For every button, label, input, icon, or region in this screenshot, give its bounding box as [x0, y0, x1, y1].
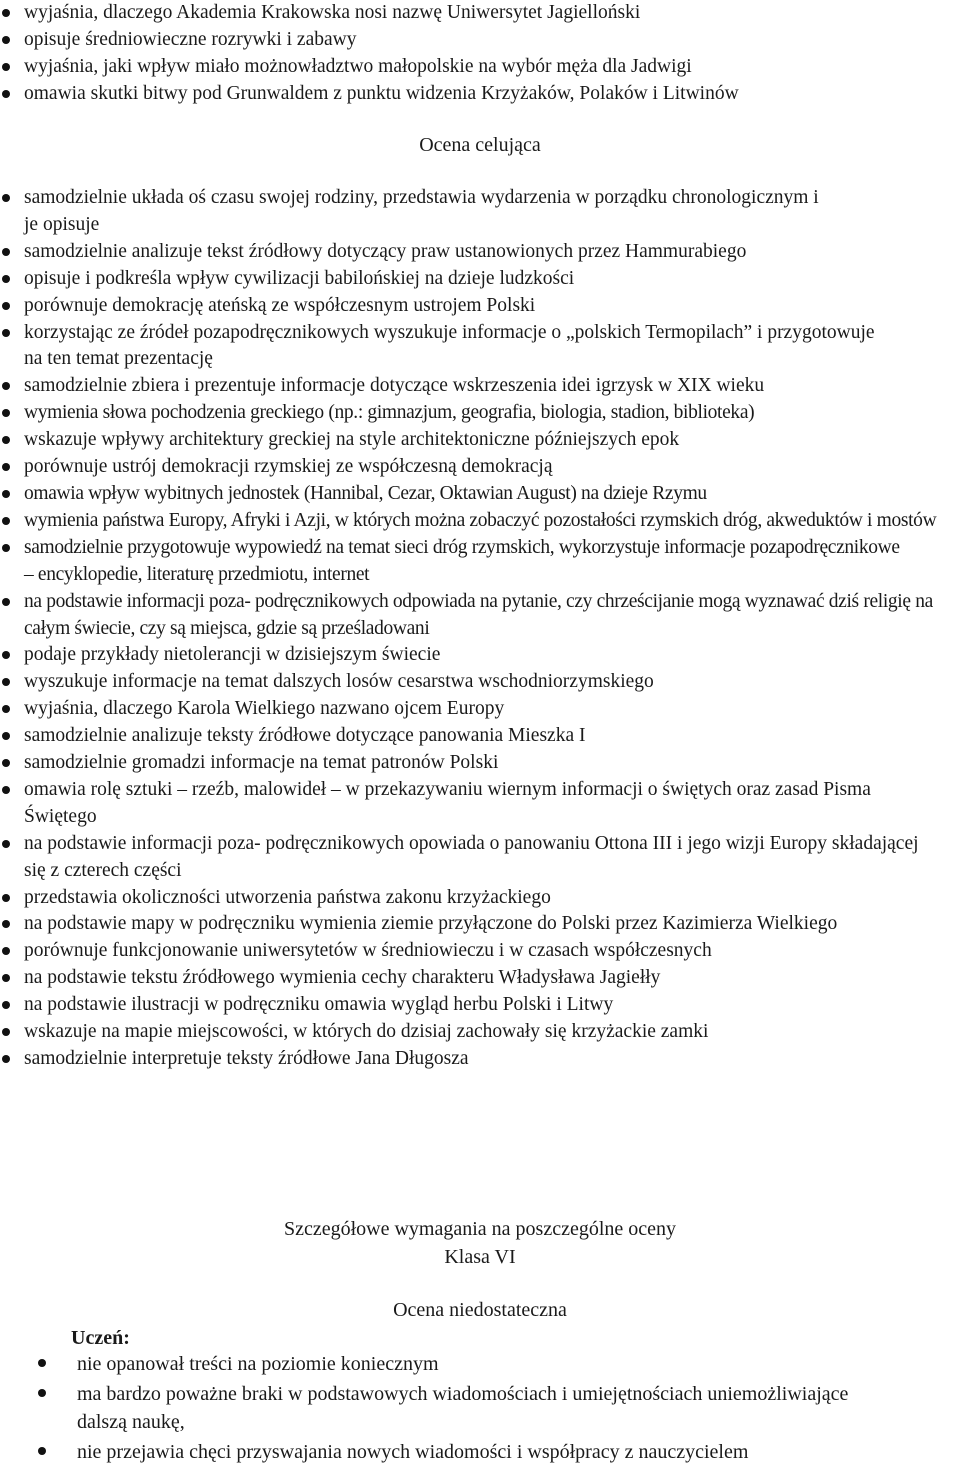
list-item: porównuje funkcjonowanie uniwersytetów w średniowieczu i w czasach współczesnych	[0, 938, 960, 965]
list-item: wyszukuje informacje na temat dalszych losów cesarstwa wschodniorzymskiego	[0, 669, 960, 696]
list-item: na podstawie mapy w podręczniku wymienia ziemie przyłączone do Polski przez Kazimierza Wielkiego	[0, 911, 960, 938]
list-item: wyjaśnia, dlaczego Karola Wielkiego nazwano ojcem Europy	[0, 696, 960, 723]
uczen-label: Uczeń:	[71, 1327, 130, 1349]
list-item: wymienia słowa pochodzenia greckiego (np.: gimnazjum, geografia, biologia, stadion, biblioteka)	[0, 400, 960, 427]
list-item: nie przejawia chęci przyswajania nowych wiadomości i współpracy z nauczycielem	[0, 1438, 960, 1466]
section-title: Szczegółowe wymagania na poszczególne oceny	[283, 1218, 677, 1240]
list-item: na podstawie informacji poza- podręcznikowych opowiada o panowaniu Ottona III i jego wizji Europy składającej się z czterech części	[0, 831, 960, 885]
list-item: ma bardzo poważne braki w podstawowych wiadomościach i umiejętnościach uniemożliwiające dalszą naukę,	[0, 1380, 960, 1436]
list-item: samodzielnie analizuje tekst źródłowy dotyczący praw ustanowionych przez Hammurabiego	[0, 239, 960, 266]
list-item: omawia wpływ wybitnych jednostek (Hannibal, Cezar, Oktawian August) na dzieje Rzymu	[0, 481, 960, 508]
list-item: podaje przykłady nietolerancji w dzisiejszym świecie	[0, 642, 960, 669]
list-item: samodzielnie interpretuje teksty źródłowe Jana Długosza	[0, 1046, 960, 1073]
list-item: korzystając ze źródeł pozapodręcznikowych wyszukuje informacje o „polskich Termopilach” i przygotowuje na ten temat prezentację	[0, 320, 960, 374]
list-item: omawia rolę sztuki – rzeźb, malowideł – w przekazywaniu wiernym informacji o świętych oraz zasad Pisma Świętego	[0, 777, 960, 831]
list-item: wymienia państwa Europy, Afryki i Azji, w których można zobaczyć pozostałości rzymskich dróg, akweduktów i mostów	[0, 508, 960, 535]
list-niedostateczna	[0, 1350, 960, 1466]
list-item: na podstawie informacji poza- podręcznikowych odpowiada na pytanie, czy chrześcijanie mogą wyznawać dziś religię na całym świecie, czy są miejsca, gdzie są prześladowani	[0, 589, 960, 643]
list-item: samodzielnie układa oś czasu swojej rodziny, przedstawia wydarzenia w porządku chronologicznym i je opisuje	[0, 185, 960, 239]
heading-ocena-celujaca: Ocena celująca	[419, 134, 541, 156]
list-item: wskazuje na mapie miejscowości, w których do dzisiaj zachowały się krzyżackie zamki	[0, 1019, 960, 1046]
list-item: wyjaśnia, jaki wpływ miało możnowładztwo małopolskie na wybór męża dla Jadwigi	[0, 54, 960, 81]
list-item: samodzielnie przygotowuje wypowiedź na temat sieci dróg rzymskich, wykorzystuje informacje pozapodręcznikowe – encyklopedie, literaturę przedmiotu, internet	[0, 535, 960, 589]
list-item: nie opanował treści na poziomie koniecznym	[0, 1350, 960, 1378]
list-item: na podstawie ilustracji w podręczniku omawia wygląd herbu Polski i Litwy	[0, 992, 960, 1019]
list-item: samodzielnie analizuje teksty źródłowe dotyczące panowania Mieszka I	[0, 723, 960, 750]
list-item: samodzielnie gromadzi informacje na temat patronów Polski	[0, 750, 960, 777]
list-item: porównuje demokrację ateńską ze współczesnym ustrojem Polski	[0, 293, 960, 320]
list-top	[0, 0, 960, 108]
list-item: samodzielnie zbiera i prezentuje informacje dotyczące wskrzeszenia idei igrzysk w XIX wieku	[0, 373, 960, 400]
list-celujaca	[0, 185, 960, 1073]
list-item: opisuje średniowieczne rozrywki i zabawy	[0, 27, 960, 54]
list-item: porównuje ustrój demokracji rzymskiej ze współczesną demokracją	[0, 454, 960, 481]
heading-ocena-niedostateczna: Ocena niedostateczna	[393, 1299, 567, 1321]
list-item: omawia skutki bitwy pod Grunwaldem z punktu widzenia Krzyżaków, Polaków i Litwinów	[0, 81, 960, 108]
class-label: Klasa VI	[444, 1246, 516, 1268]
list-item: na podstawie tekstu źródłowego wymienia cechy charakteru Władysława Jagiełły	[0, 965, 960, 992]
list-item: opisuje i podkreśla wpływ cywilizacji babilońskiej na dzieje ludzkości	[0, 266, 960, 293]
list-item: wskazuje wpływy architektury greckiej na style architektoniczne późniejszych epok	[0, 427, 960, 454]
list-item: wyjaśnia, dlaczego Akademia Krakowska nosi nazwę Uniwersytet Jagielloński	[0, 0, 960, 27]
list-item: przedstawia okoliczności utworzenia państwa zakonu krzyżackiego	[0, 885, 960, 912]
